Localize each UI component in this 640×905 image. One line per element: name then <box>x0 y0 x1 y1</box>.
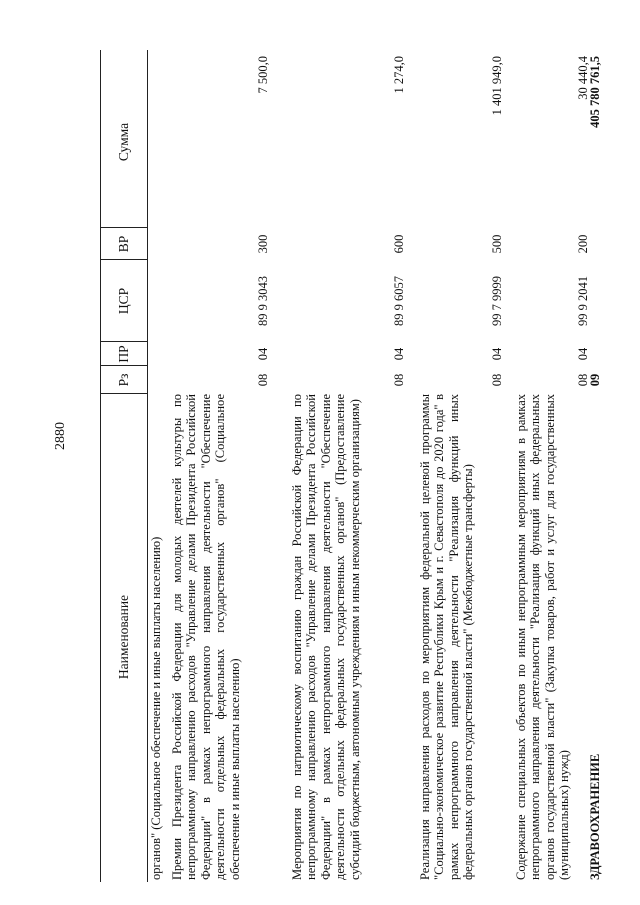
table-header <box>100 50 148 882</box>
column-divider <box>101 227 147 228</box>
row-name: органов" (Социальное обеспечение и иные выплаты населению) <box>149 536 163 880</box>
row-pr: 04 <box>576 347 590 361</box>
column-divider <box>101 341 147 342</box>
page <box>45 40 605 890</box>
row-name: Содержание специальных объектов по иным непрограммным мероприятиям в рамках непрограммного направления деятельности "Реализация функций иных федеральных органов государственной власти" (Закупка товаров, работ и услуг для государственных (муниципальных) нужд) <box>514 394 572 880</box>
row-rz: 08 <box>256 373 270 387</box>
row-sum: 30 440,4 <box>576 56 590 100</box>
row-pr: 04 <box>256 347 270 361</box>
row-rz: 08 <box>490 373 504 387</box>
row-name: Мероприятия по патриотическому воспитанию граждан Российской Федерации по непрограммному направлению расходов "Управление делами Президента Российской Федерации" в рамках непрограммного направления деятельности "Обеспечение деятельности отдельных федеральных государственных органов" (Предоставление субсидий бюджетным, автономным учреждениям и иным некоммерческим организациям) <box>290 394 362 880</box>
row-csr: 89 9 6057 <box>392 276 406 326</box>
row-name: ЗДРАВООХРАНЕНИЕ <box>588 753 602 880</box>
row-vr: 600 <box>392 234 406 254</box>
row-sum: 1 274,0 <box>392 56 406 94</box>
column-header-csr: ЦСР <box>115 287 131 315</box>
column-header-name: Наименование <box>115 594 131 680</box>
column-header-vr: ВР <box>115 235 131 253</box>
column-divider <box>101 393 147 394</box>
row-sum: 7 500,0 <box>256 56 270 94</box>
row-name: Премии Президента Российской Федерации для молодых деятелей культуры по непрограммному направлению расходов "Управление делами Президента Российской Федерации" в рамках непрограммного направления деятельности "Обеспечение деятельности отдельных федеральных государственных органов" (Социальное обеспечение и иные выплаты населению) <box>170 394 242 880</box>
row-rz: 08 <box>576 373 590 387</box>
row-name: Реализация направления расходов по мероприятиям федеральной целевой программы "Социально-экономическое развитие Республики Крым и г. Севастополя до 2020 года" в рамках непрограммного направления деятельности "Реализация функций иных федеральных органов государственной власти" (Межбюджетные трансферты) <box>418 394 476 880</box>
row-rz: 09 <box>588 373 602 387</box>
page-number: 2880 <box>53 422 68 450</box>
row-vr: 500 <box>490 234 504 254</box>
row-rz: 08 <box>392 373 406 387</box>
row-csr: 89 9 3043 <box>256 276 270 326</box>
column-header-sum: Сумма <box>115 122 131 162</box>
row-pr: 04 <box>490 347 504 361</box>
row-pr: 04 <box>392 347 406 361</box>
row-sum: 405 780 761,5 <box>588 56 602 128</box>
row-sum: 1 401 949,0 <box>490 56 504 116</box>
row-vr: 300 <box>256 234 270 254</box>
column-header-pr: ПР <box>115 345 131 363</box>
column-divider <box>101 259 147 260</box>
row-vr: 200 <box>576 234 590 254</box>
row-csr: 99 9 2041 <box>576 276 590 326</box>
row-csr: 99 7 9999 <box>490 276 504 326</box>
column-header-rz: Рз <box>115 373 131 387</box>
budget-table <box>100 50 600 882</box>
column-divider <box>101 365 147 366</box>
